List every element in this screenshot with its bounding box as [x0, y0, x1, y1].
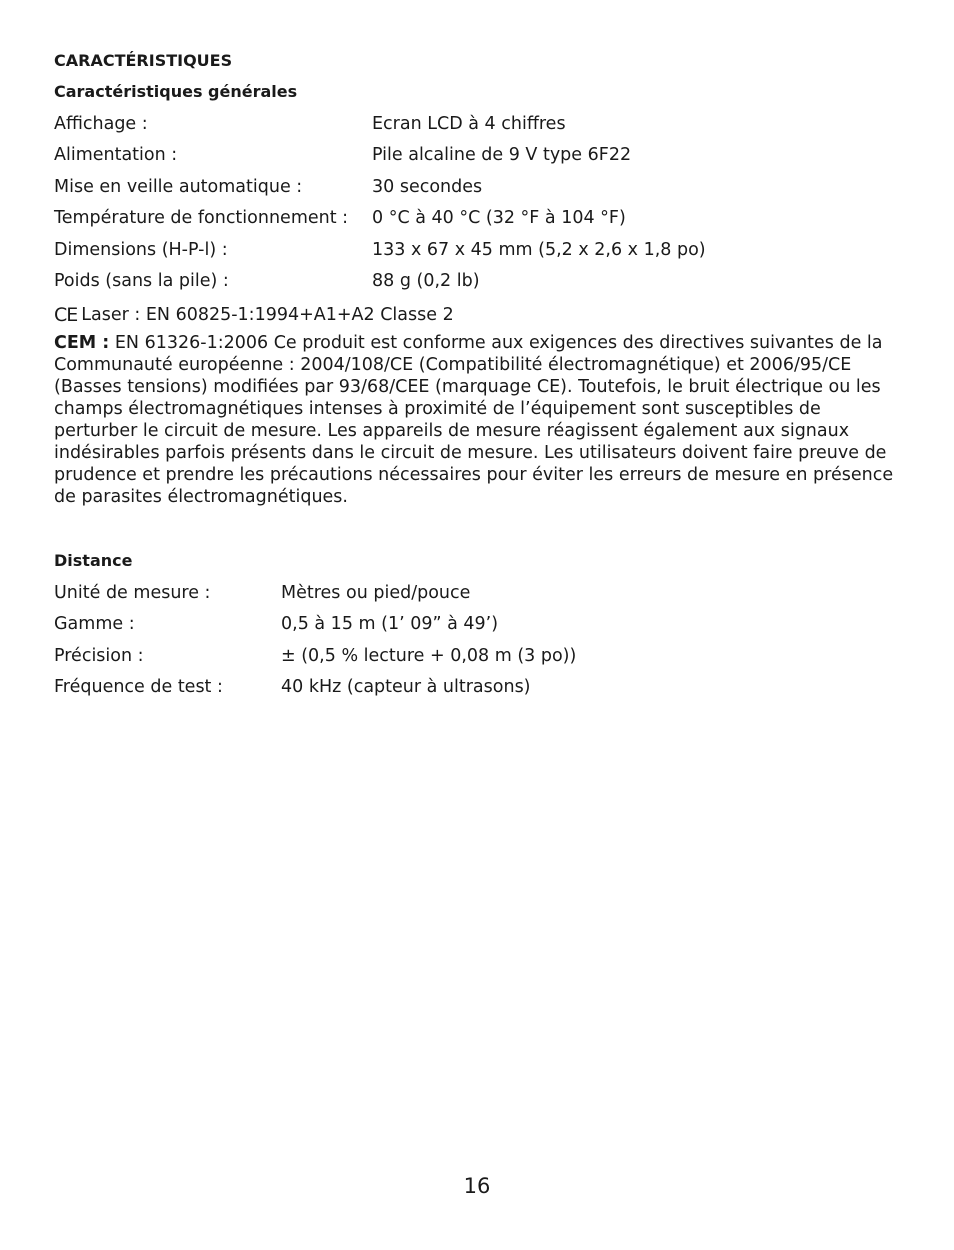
spec-label: Température de fonctionnement :	[54, 208, 349, 228]
spec-value: 40 kHz (capteur à ultrasons)	[281, 677, 531, 697]
spec-label: Unité de mesure :	[54, 582, 211, 603]
distance-specs-section	[54, 548, 894, 706]
laser-standard-text: Laser : EN 60825-1:1994+A1+A2 Classe 2	[81, 305, 454, 326]
spec-value: ± (0,5 % lecture + 0,08 m (3 po))	[281, 645, 577, 666]
spec-value: Mètres ou pied/pouce	[281, 582, 471, 603]
cem-paragraph	[54, 332, 894, 508]
spec-label: Alimentation :	[54, 145, 178, 165]
page-number: 16	[463, 1174, 491, 1198]
page-title: CARACTÉRISTIQUES	[54, 51, 233, 70]
general-specs-section	[54, 79, 894, 508]
spec-label: Affichage :	[54, 113, 148, 134]
spec-label: Précision :	[54, 645, 144, 666]
spec-label: Mise en veille automatique :	[54, 176, 303, 197]
spec-row-display	[54, 111, 894, 143]
spec-page	[54, 48, 894, 706]
section-spacer	[54, 508, 894, 548]
spec-label: Fréquence de test :	[54, 677, 223, 697]
cem-text: EN 61326-1:2006 Ce produit est conforme aux exigences des directives suivantes de la Communauté européenne : 2004/108/CE (Compatibilité électromagnétique) et 2006/95/CE (Basses tensions) modifiées par 93/68/CEE (marquage CE). Toutefois, le bruit électrique ou les champs électromagnétiques intenses à proximité de l’équipement sont susceptibles de perturber le circuit de mesure. Les appareils de mesure réagissent également aux signaux indésirables parfois présents dans le circuit de mesure. Les utilisateurs doivent faire preuve de prudence et prendre les précautions nécessaires pour éviter les erreurs de mesure en présence de parasites électromagnétiques.	[54, 333, 894, 507]
spec-label: Poids (sans la pile) :	[54, 271, 229, 291]
spec-row-auto-off	[54, 174, 894, 206]
spec-row-unit	[54, 580, 894, 612]
spec-value: Ecran LCD à 4 chiffres	[372, 113, 566, 134]
general-specs-title: Caractéristiques générales	[54, 82, 298, 101]
spec-value: 30 secondes	[372, 176, 483, 197]
spec-row-dimensions	[54, 237, 894, 269]
spec-row-power	[54, 142, 894, 174]
cem-label: CEM :	[54, 333, 110, 353]
spec-value: 88 g (0,2 lb)	[372, 271, 480, 291]
ce-mark-icon: CE	[54, 304, 78, 327]
spec-row-range	[54, 611, 894, 643]
laser-compliance-line	[54, 300, 894, 332]
spec-value: 133 x 67 x 45 mm (5,2 x 2,6 x 1,8 po)	[372, 239, 706, 260]
spec-value: 0,5 à 15 m (1’ 09” à 49’)	[281, 614, 499, 634]
spec-row-temperature	[54, 205, 894, 237]
spec-row-accuracy	[54, 643, 894, 675]
spec-value: Pile alcaline de 9 V type 6F22	[372, 145, 632, 165]
spec-value: 0 °C à 40 °C (32 °F à 104 °F)	[372, 208, 626, 228]
spec-row-test-frequency	[54, 674, 894, 706]
spec-row-weight	[54, 268, 894, 300]
spec-label: Dimensions (H-P-l) :	[54, 239, 228, 260]
distance-title: Distance	[54, 551, 133, 570]
spec-label: Gamme :	[54, 614, 135, 634]
